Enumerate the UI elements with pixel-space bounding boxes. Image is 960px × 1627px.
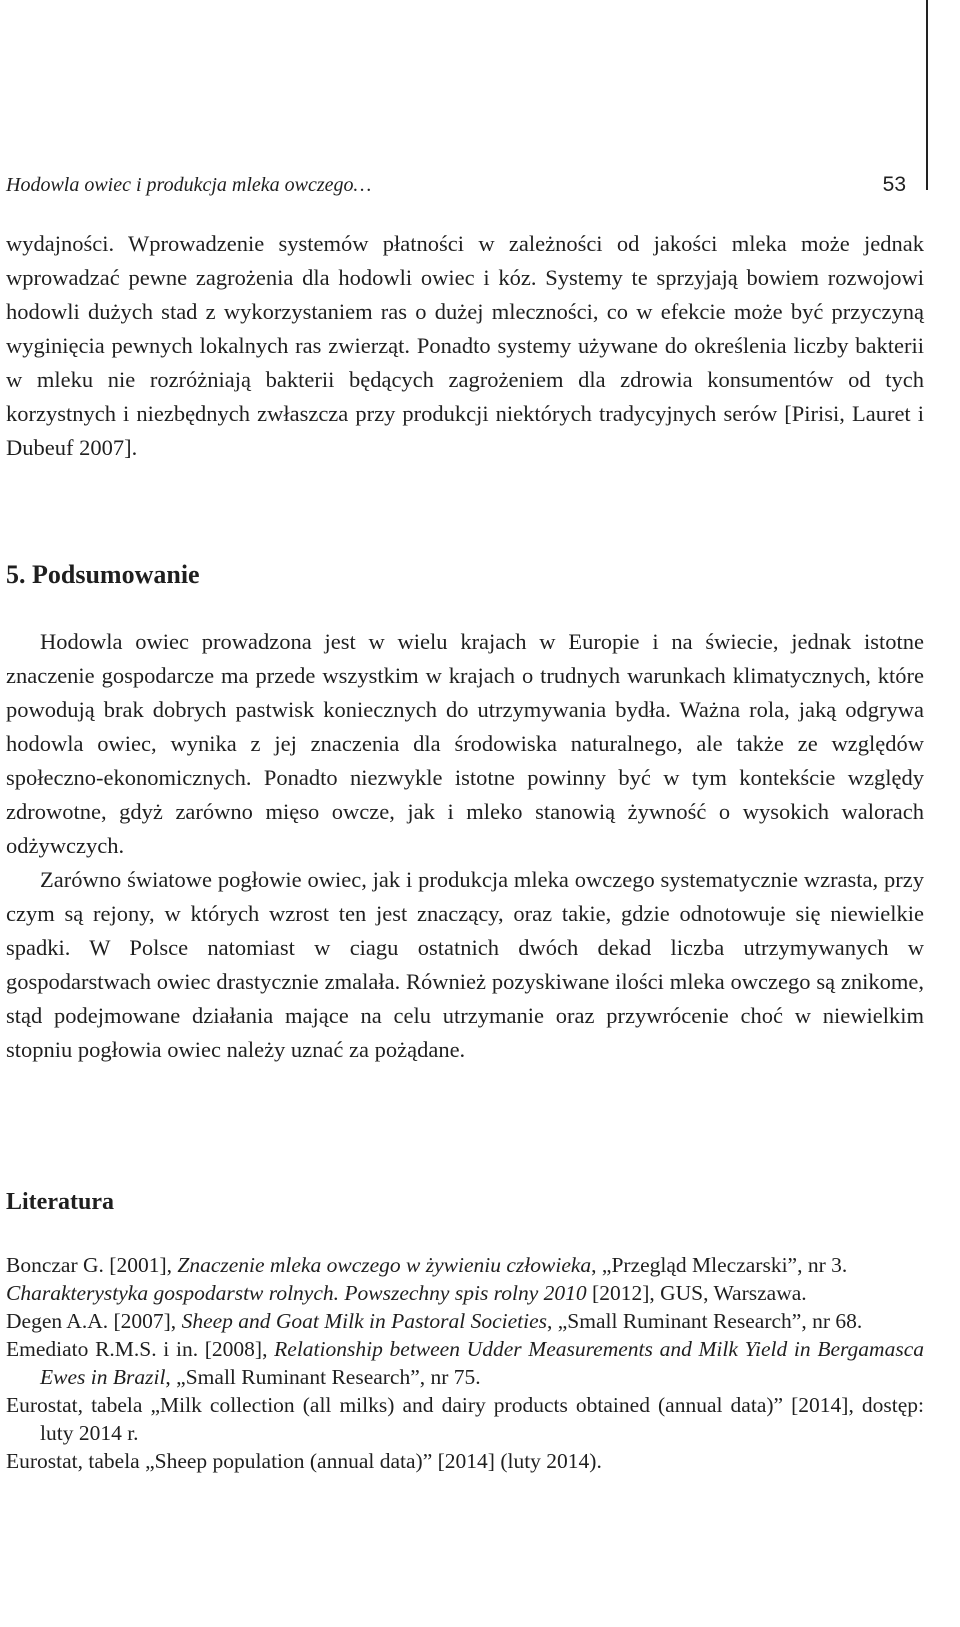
continuation-paragraph: wydajności. Wprowadzenie systemów płatności w zależności od jakości mleka może jednak wprowadzać pewne zagrożenia dla hodowli owiec i kóz. Systemy te sprzyjają bowiem rozwojowi hodowli dużych stad z wykorzystaniem ras o dużej mleczności, co w efekcie może być przyczyną wyginięcia pewnych lokalnych ras zwierząt. Ponadto systemy używane do określenia liczby bakterii w mleku nie rozróżniają bakterii będących zagrożeniem dla zdrowia konsumentów od tych korzystnych i niezbędnych zwłaszcza przy produkcji niektórych tradycyjnych serów [Pirisi, Lauret i Dubeuf 2007]. bbox=[6, 231, 924, 460]
reference-text: Bonczar G. [2001], bbox=[6, 1253, 178, 1277]
reference-entry bbox=[6, 1335, 924, 1391]
running-title: Hodowla owiec i produkcja mleka owczego… bbox=[6, 174, 372, 196]
summary-paragraph-2: Zarówno światowe pogłowie owiec, jak i produkcja mleka owczego systematycznie wzrasta, przy czym są rejony, w których wzrost ten jest znaczący, oraz takie, gdzie odnotowuje się niewielkie spadki. W Polsce natomiast w ciagu ostatnich dwóch dekad liczba utrzymywanych w gospodarstwach owiec drastycznie zmalała. Również pozyskiwane ilości mleka owczego są znikome, stąd podejmowane działania mające na celu utrzymanie oraz przywrócenie choć w niewielkim stopniu pogłowia owiec należy uznać za pożądane. bbox=[6, 867, 924, 1062]
reference-source: , „Small Ruminant Research”, nr 75. bbox=[165, 1365, 481, 1389]
reference-entry bbox=[6, 1447, 924, 1475]
section-heading: 5. Podsumowanie bbox=[6, 560, 200, 589]
reference-entry bbox=[6, 1391, 924, 1447]
page-edge-rule bbox=[926, 0, 928, 190]
reference-entry bbox=[6, 1279, 924, 1307]
reference-source: [2012], GUS, Warszawa. bbox=[586, 1281, 807, 1305]
reference-text: Emediato R.M.S. i in. [2008], bbox=[6, 1337, 275, 1361]
reference-title: Charakterystyka gospodarstw rolnych. Powszechny spis rolny 2010 bbox=[6, 1281, 587, 1305]
running-header bbox=[6, 168, 906, 202]
reference-entry bbox=[6, 1307, 924, 1335]
reference-text: Eurostat, tabela „Sheep population (annual data)” [2014] (luty 2014). bbox=[6, 1449, 602, 1473]
page-number: 53 bbox=[882, 173, 906, 196]
reference-source: , „Small Ruminant Research”, nr 68. bbox=[547, 1309, 863, 1333]
reference-title: Sheep and Goat Milk in Pastoral Societies bbox=[181, 1309, 547, 1333]
reference-list bbox=[6, 1251, 924, 1475]
reference-text: Degen A.A. [2007], bbox=[6, 1309, 182, 1333]
reference-title: Relationship between Udder Measurements and Milk Yield in Bergamasca Ewes in Brazil bbox=[40, 1337, 924, 1389]
reference-entry bbox=[6, 1251, 924, 1279]
reference-source: , „Przegląd Mleczarski”, nr 3. bbox=[591, 1253, 848, 1277]
reference-text: Eurostat, tabela „Milk collection (all milks) and dairy products obtained (annual data)” [2014], dostęp: luty 2014 r. bbox=[6, 1393, 924, 1445]
summary-section-body bbox=[6, 625, 924, 1067]
continuation-text bbox=[6, 227, 924, 465]
literature-heading: Literatura bbox=[6, 1189, 114, 1215]
summary-paragraph-1: Hodowla owiec prowadzona jest w wielu krajach w Europie i na świecie, jednak istotne znaczenie gospodarcze ma przede wszystkim w krajach o trudnych warunkach klimatycznych, które powodują brak dobrych pastwisk koniecznych do utrzymywania bydła. Ważna rola, jaką odgrywa hodowla owiec, wynika z jej znaczenia dla środowiska naturalnego, ale także ze względów społeczno-ekonomicznych. Ponadto niezwykle istotne powinny być w tym kontekście względy zdrowotne, gdyż zarówno mięso owcze, jak i mleko stanowią żywność o wysokich walorach odżywczych. bbox=[6, 629, 924, 858]
reference-title: Znaczenie mleka owczego w żywieniu człowieka bbox=[177, 1253, 592, 1277]
